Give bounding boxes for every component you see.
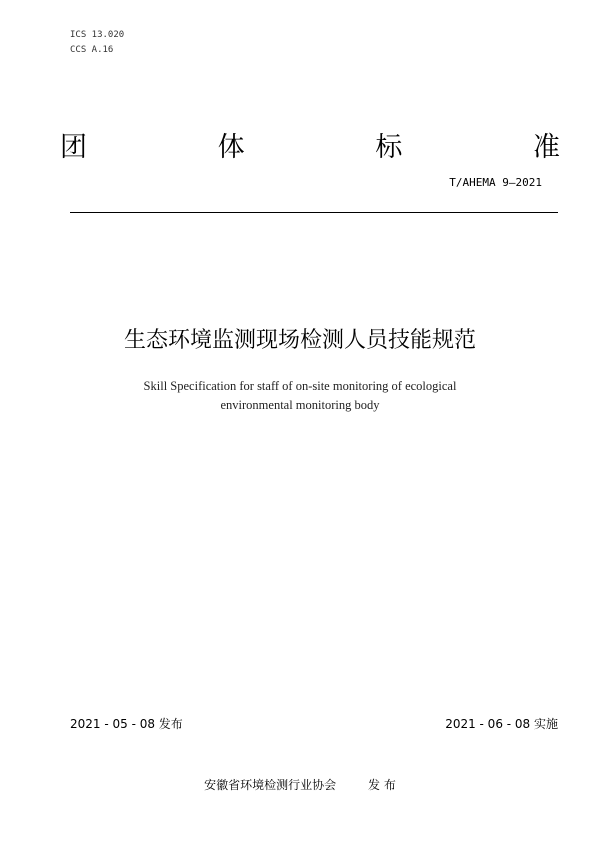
ccs-code: CCS A.16 [70,45,114,55]
header-divider [70,212,558,213]
standard-type-char-2: 体 [217,132,245,163]
title-chinese: 生态环境监测现场检测人员技能规范 [123,328,476,353]
classification-codes [70,28,124,58]
publish-date: 2021 - 05 - 08 发布 [70,717,183,731]
implementation-date: 2021 - 06 - 08 实施 [445,717,558,731]
standard-type-char-4: 准 [532,132,560,163]
title-english-line-1: Skill Specification for staff of on-site monitoring of ecological [143,379,457,393]
standard-number: T/AHEMA 9—2021 [449,176,542,189]
publisher-line [0,776,600,793]
standard-type-char-1: 团 [60,132,87,163]
title-english-line-2: environmental monitoring body [220,398,380,412]
ics-code: ICS 13.020 [70,30,125,40]
publisher-organization: 安徽省环境检测行业协会 [204,778,337,792]
standard-type-char-3: 标 [375,132,403,163]
standard-type-heading [60,130,560,166]
publisher-action: 发 布 [368,778,396,792]
title-english [0,377,600,415]
